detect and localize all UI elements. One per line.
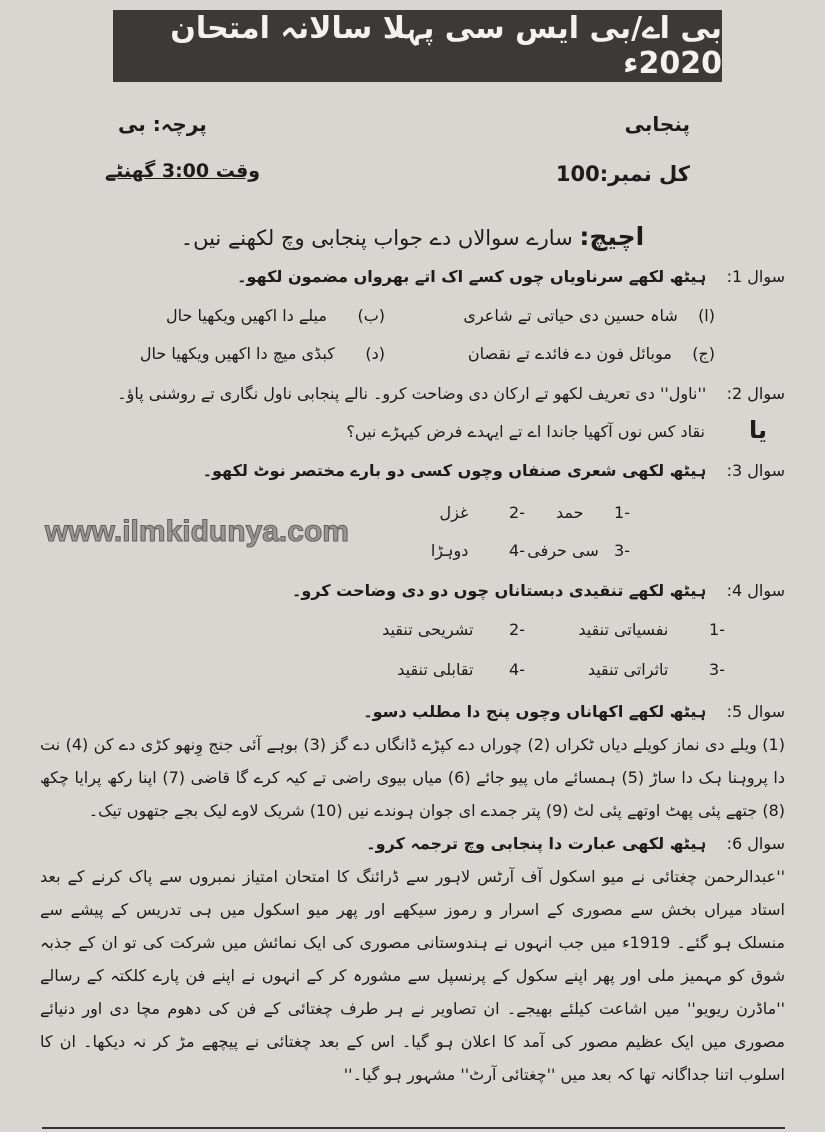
item-number: -4 [509, 541, 525, 560]
instruction-text: سارے سوالاں دے جواب پنجابی وچ لکھنے نیں۔ [180, 226, 573, 250]
bottom-divider [42, 1127, 785, 1129]
item-4 [431, 541, 525, 560]
question-label: سوال 4: [726, 581, 785, 600]
item-text: سی حرفی [527, 541, 599, 560]
option-mark: (ا) [698, 306, 715, 325]
or-label: یا [748, 416, 767, 444]
question-text: ہیٹھ لکھی عبارت دا پنجابی وچ ترجمہ کرو۔ [366, 834, 707, 853]
passage-line: ''عبدالرحمن چغتائی نے میو اسکول آف آرٹس لاہور سے ڈرائنگ کا امتحان امتیاز نمبروں سے پاک کرنے کے بعد [40, 867, 785, 886]
question-4 [40, 580, 785, 602]
option-d [140, 344, 385, 363]
proverbs [40, 728, 785, 827]
item-number: -2 [509, 503, 525, 522]
item-1 [578, 620, 725, 639]
question-3 [40, 460, 785, 482]
option-c [468, 344, 715, 363]
passage [40, 860, 785, 1091]
item-text: تشریحی تنقید [382, 620, 474, 639]
item-text: نفسیاتی تنقید [578, 620, 669, 639]
proverbs-line: (1) ویلے دی نماز کویلے دیاں ٹکراں (2) چوراں دے کپڑے ڈانگاں دے گز (3) بوہے آئی جنج وِنھو کڑی دے کن [93, 735, 785, 754]
option-b [166, 306, 385, 325]
item-text: تاثراتی تنقید [587, 660, 669, 679]
instruction [0, 222, 825, 251]
question-label: سوال 3: [726, 461, 785, 480]
item-3 [527, 541, 630, 560]
item-number: -2 [509, 620, 525, 639]
question-label: سوال 5: [726, 702, 785, 721]
exam-title-banner [113, 10, 722, 82]
total-marks: کل نمبر:100 [555, 162, 690, 186]
item-text: غزل [439, 503, 469, 522]
instruction-label: اچیچ: [579, 222, 645, 251]
question-text: ہیٹھ لکھے سرناویاں چوں کسے اک اتے بھرواں مضمون لکھو۔ [237, 267, 707, 286]
option-mark: (ب) [357, 306, 385, 325]
question-text: ہیٹھ لکھے تنقیدی دبستاناں چوں دو دی وضاحت کرو۔ [292, 581, 707, 600]
item-text: تقابلی تنقید [397, 660, 474, 679]
subject-label: پنجابی [624, 112, 690, 136]
item-4 [397, 660, 525, 679]
question-label: سوال 6: [726, 834, 785, 853]
time-allowed: وقت 3:00 گھنٹے [105, 160, 261, 182]
question-5 [40, 695, 785, 728]
option-text: موبائل فون دے فائدے تے نقصان [467, 344, 672, 363]
exam-title: بی اے/بی ایس سی پہلا سالانہ امتحان 2020ء [170, 11, 722, 81]
question-1 [40, 266, 785, 288]
item-text: دوہڑا [430, 541, 469, 560]
question-text: ہیٹھ لکھے اکھاناں وچوں پنج دا مطلب دسو۔ [363, 702, 707, 721]
option-text: شاہ حسین دی حیاتی تے شاعری [463, 306, 678, 325]
passage-line: استاد میراں بخش سے مصوری کے اسرار و رموز سیکھے اور پھر میو اسکول میں ہی تدریس کے پیشے سے منسلک ہو گئے۔ 1919ء میں جب [40, 900, 785, 952]
option-mark: (د) [365, 344, 385, 363]
questions-5-6 [40, 695, 785, 1091]
item-2 [382, 620, 525, 639]
item-2 [440, 503, 525, 522]
or-question-text: نقاد کس نوں آکھیا جاندا اے تے ایہدے فرض کیہڑے نیں؟ [346, 422, 705, 441]
paper-label: پرچہ: بی [118, 112, 207, 136]
option-text: کبڈی میچ دا اکھیں ویکھیا حال [139, 344, 335, 363]
question-label: سوال 1: [726, 267, 785, 286]
item-number: -1 [614, 503, 630, 522]
option-mark: (ج) [692, 344, 715, 363]
question-text: ''ناول'' دی تعریف لکھو تے ارکان دی وضاحت کرو۔ نالے پنجابی ناول نگاری تے روشنی پاؤ۔ [117, 384, 707, 403]
proverbs-line: (4) نت دا پروہنا ہک دا ساڑ (5) ہمسائے ماں پیو جائے (6) میاں بیوی راضی تے کیہ کرے گا قاضی (7) اپنا رکھ پرایا [40, 735, 786, 787]
item-number: -3 [614, 541, 630, 560]
item-3 [588, 660, 725, 679]
question-text: ہیٹھ لکھی شعری صنفاں وچوں کسی دو بارے مختصر نوٹ لکھو۔ [202, 461, 707, 480]
passage-line: کے انہوں نے اپنے فن پارے کلکتہ کے رسالے ''ماڈرن ریویو'' میں اشاعت کیلئے بھیجے۔ ان تصاویر نے ہر طرف چغتائی کے فن کی [40, 966, 785, 1018]
item-1 [556, 503, 630, 522]
passage-line: جداگانہ تھا کہ بعد میں ''چغتائی آرٹ'' مشہور ہو گیا۔'' [343, 1065, 710, 1084]
option-text: میلے دا اکھیں ویکھیا حال [166, 306, 327, 325]
proverbs-line: چکھ (8) جتھے پئی پھٹ اوتھے پئی لٹ (9) پتر جمدے ای جوان ہوندے نیں (10) شریک لاوے لیک بجے جتھوں تیک۔ [40, 768, 785, 820]
item-number: -3 [709, 660, 725, 679]
passage-line: دھوم مچا دی اور دنیائے مصوری میں ایک عظیم مصور کی آمد کا اعلان ہو گیا۔ اس کے بعد چغتائی نے پیچھے مڑ کر نہ دیکھا۔ ان کا اسلوب اتنا [40, 999, 785, 1084]
item-number: -1 [709, 620, 725, 639]
item-number: -4 [509, 660, 525, 679]
watermark: www.ilmkidunya.com [45, 515, 349, 548]
question-label: سوال 2: [726, 384, 785, 403]
option-a [463, 306, 715, 325]
question-2 [40, 383, 785, 405]
item-text: حمد [555, 503, 584, 522]
passage-line: انہوں نے ہندوستانی مصوری کی ایک نمائش میں شرکت کی تو ان کے جذبہ شوق کو مہمیز ملی اور پھر اپنے سکول کے پرنسپل سے مشورہ کر [40, 933, 785, 985]
question-6 [40, 827, 785, 860]
